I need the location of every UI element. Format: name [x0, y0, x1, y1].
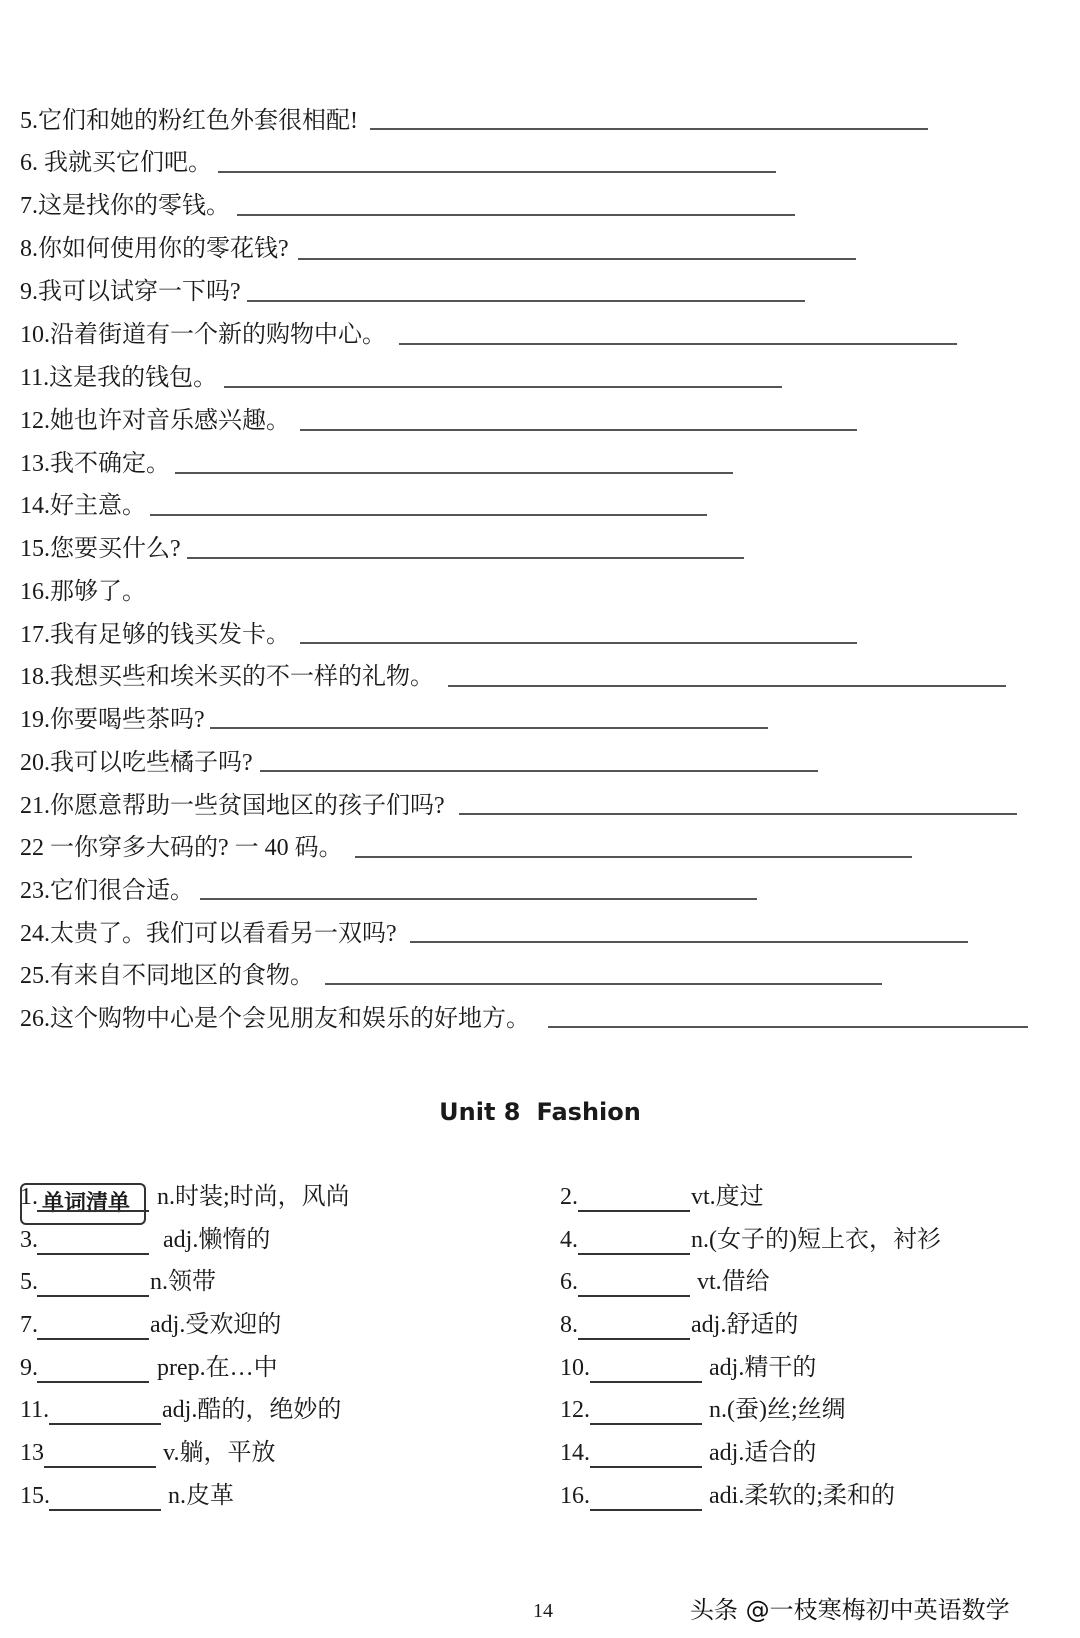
answer-line[interactable] [355, 856, 912, 858]
vocab-blank[interactable] [37, 1253, 149, 1255]
vocab-blank[interactable] [37, 1210, 149, 1212]
vocab-definition: v.躺，平放 [163, 1440, 276, 1466]
answer-line[interactable] [300, 642, 857, 644]
vocab-definition: vt.借给 [697, 1269, 770, 1295]
item-prompt: 好主意。 [50, 493, 146, 519]
vocab-number: 12. [560, 1397, 590, 1423]
vocab-blank[interactable] [590, 1423, 702, 1425]
vocab-blank[interactable] [590, 1509, 702, 1511]
vocab-number: 11. [20, 1397, 50, 1423]
answer-line[interactable] [247, 300, 805, 302]
vocab-definition: n.(蚕)丝;丝绸 [709, 1397, 846, 1423]
item-prompt: 你如何使用你的零花钱? [38, 236, 289, 262]
answer-line[interactable] [200, 898, 757, 900]
unit-label: Unit 8 [439, 1098, 521, 1126]
item-prompt: 沿着街道有一个新的购物中心。 [50, 322, 386, 348]
vocab-definition: adj.适合的 [709, 1440, 817, 1466]
item-number: 5. [20, 108, 38, 134]
answer-line[interactable] [210, 727, 768, 729]
item-prompt: 我想买些和埃米买的不一样的礼物。 [50, 664, 434, 690]
vocab-number: 4. [560, 1227, 578, 1253]
unit-title [0, 1098, 1080, 1126]
section-badge [20, 1183, 146, 1225]
item-number: 22 [20, 835, 50, 861]
item-number: 14. [20, 493, 50, 519]
vocab-blank[interactable] [578, 1253, 690, 1255]
answer-line[interactable] [150, 514, 707, 516]
item-number: 18. [20, 664, 50, 690]
vocab-blank[interactable] [49, 1509, 161, 1511]
answer-line[interactable] [218, 171, 776, 173]
item-prompt: 这是找你的零钱。 [38, 193, 230, 219]
item-number: 23. [20, 878, 50, 904]
vocab-definition: adj.懒惰的 [163, 1227, 271, 1253]
vocab-blank[interactable] [578, 1338, 690, 1340]
item-prompt: 它们和她的粉红色外套很相配! [38, 108, 358, 134]
vocab-definition: n.皮革 [168, 1483, 234, 1509]
item-number: 16. [20, 579, 50, 605]
vocab-number: 16. [560, 1483, 590, 1509]
vocab-number: 13 [20, 1440, 44, 1466]
item-number: 21. [20, 793, 50, 819]
item-prompt: 您要买什么? [50, 536, 181, 562]
vocab-number: 6. [560, 1269, 578, 1295]
item-number: 25. [20, 963, 50, 989]
vocab-number: 5. [20, 1269, 38, 1295]
vocab-definition: prep.在…中 [157, 1355, 278, 1381]
vocab-blank[interactable] [578, 1295, 690, 1297]
item-prompt: 太贵了。我们可以看看另一双吗? [50, 921, 397, 947]
item-prompt: 我可以吃些橘子吗? [50, 750, 253, 776]
vocab-definition: adj.舒适的 [691, 1312, 799, 1338]
item-number: 19. [20, 707, 50, 733]
page-number: 14 [533, 1600, 553, 1622]
vocab-blank[interactable] [590, 1381, 702, 1383]
vocab-blank[interactable] [37, 1381, 149, 1383]
vocab-definition: adj.受欢迎的 [150, 1312, 282, 1338]
item-number: 8. [20, 236, 38, 262]
answer-line[interactable] [260, 770, 818, 772]
answer-line[interactable] [187, 557, 744, 559]
vocab-number: 10. [560, 1355, 590, 1381]
vocab-blank[interactable] [37, 1338, 149, 1340]
answer-line[interactable] [300, 429, 857, 431]
item-prompt: 我就买它们吧。 [44, 150, 212, 176]
item-number: 10. [20, 322, 50, 348]
item-prompt: 她也许对音乐感兴趣。 [50, 408, 290, 434]
item-prompt: 有来自不同地区的食物。 [50, 963, 314, 989]
answer-line[interactable] [410, 941, 968, 943]
vocab-number: 1. [20, 1184, 38, 1210]
item-prompt: 我有足够的钱买发卡。 [50, 622, 290, 648]
item-number: 13. [20, 451, 50, 477]
unit-name: Fashion [536, 1098, 641, 1126]
answer-line[interactable] [399, 343, 957, 345]
item-number: 12. [20, 408, 50, 434]
answer-line[interactable] [370, 128, 928, 130]
answer-line[interactable] [325, 983, 882, 985]
vocab-blank[interactable] [49, 1423, 161, 1425]
vocab-definition: adj.酷的，绝妙的 [162, 1397, 342, 1423]
item-prompt: 那够了。 [50, 579, 146, 605]
item-prompt: 一你穿多大码的? 一 40 码。 [50, 835, 343, 861]
answer-line[interactable] [175, 472, 733, 474]
vocab-blank[interactable] [37, 1295, 149, 1297]
item-prompt: 我可以试穿一下吗? [38, 279, 241, 305]
vocab-definition: vt.度过 [691, 1184, 764, 1210]
vocab-definition: n.(女子的)短上衣，衬衫 [691, 1227, 941, 1253]
item-prompt: 你要喝些茶吗? [50, 707, 205, 733]
item-prompt: 你愿意帮助一些贫国地区的孩子们吗? [50, 793, 445, 819]
vocab-definition: n.时装;时尚，风尚 [157, 1184, 350, 1210]
item-number: 15. [20, 536, 50, 562]
answer-line[interactable] [298, 258, 856, 260]
vocab-number: 14. [560, 1440, 590, 1466]
item-number: 6. [20, 150, 44, 176]
answer-line[interactable] [548, 1026, 1028, 1028]
vocab-number: 3. [20, 1227, 38, 1253]
item-prompt: 这是我的钱包。 [49, 365, 218, 391]
answer-line[interactable] [459, 813, 1017, 815]
vocab-definition: n.领带 [150, 1269, 216, 1295]
vocab-number: 2. [560, 1184, 578, 1210]
vocab-definition: adj.精干的 [709, 1355, 817, 1381]
answer-line[interactable] [237, 214, 795, 216]
answer-line[interactable] [224, 386, 782, 388]
item-number: 9. [20, 279, 38, 305]
vocab-definition: adi.柔软的;柔和的 [709, 1483, 895, 1509]
item-number: 17. [20, 622, 50, 648]
item-number: 7. [20, 193, 38, 219]
vocab-blank[interactable] [578, 1210, 690, 1212]
answer-line[interactable] [448, 685, 1006, 687]
vocab-number: 8. [560, 1312, 578, 1338]
watermark: 头条 @一枝寒梅初中英语数学 [690, 1596, 1010, 1624]
item-prompt: 它们很合适。 [50, 878, 194, 904]
item-number: 11. [20, 365, 50, 391]
item-prompt: 我不确定。 [50, 451, 170, 477]
item-number: 24. [20, 921, 50, 947]
item-prompt: 这个购物中心是个会见朋友和娱乐的好地方。 [50, 1006, 530, 1032]
item-number: 26. [20, 1006, 50, 1032]
vocab-number: 9. [20, 1355, 38, 1381]
vocab-number: 15. [20, 1483, 50, 1509]
item-number: 20. [20, 750, 50, 776]
vocab-blank[interactable] [590, 1466, 702, 1468]
vocab-blank[interactable] [44, 1466, 156, 1468]
vocab-number: 7. [20, 1312, 38, 1338]
section-badge-label: 单词清单 [42, 1191, 131, 1216]
